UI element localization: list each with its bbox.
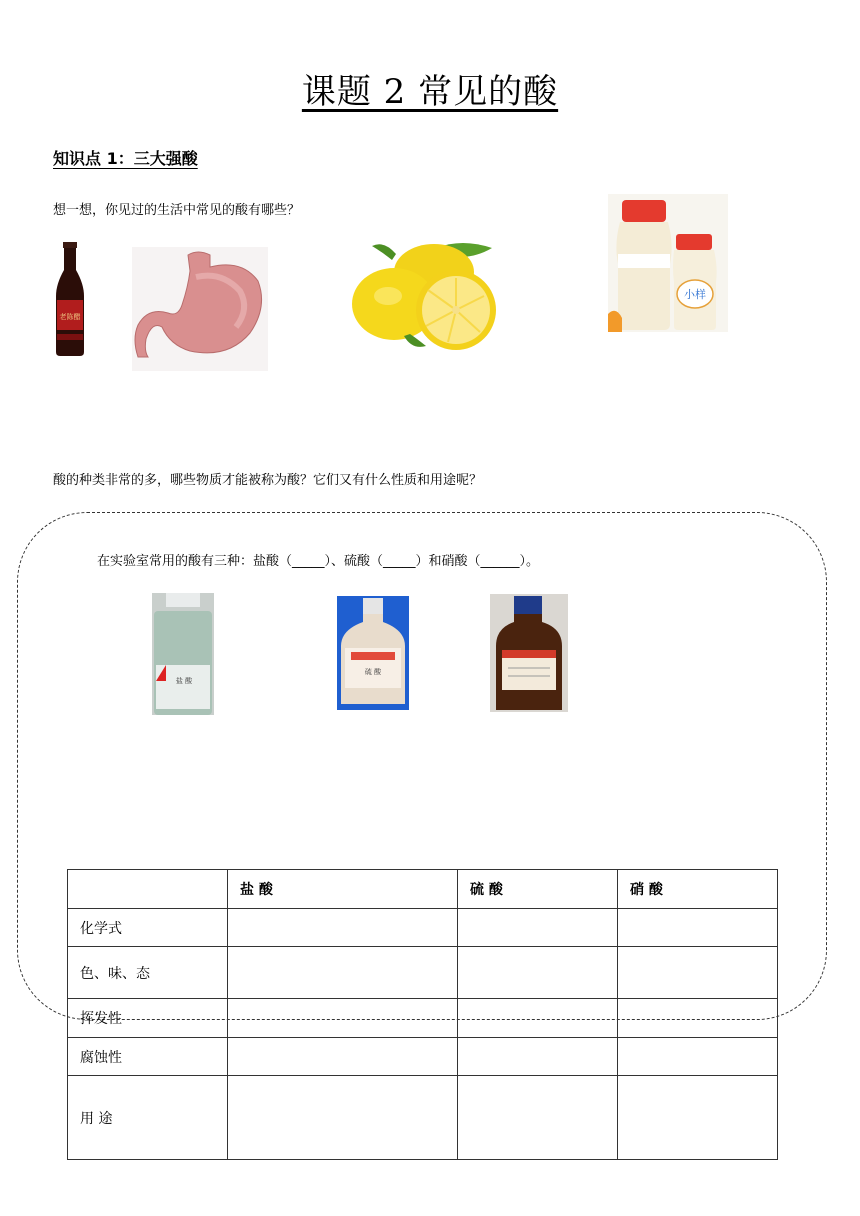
table-header-cell: 盐 酸 <box>228 870 458 909</box>
acid-properties-table <box>67 869 778 1160</box>
table-row-label: 用 途 <box>68 1076 228 1160</box>
table-row <box>68 947 778 999</box>
yogurt-label: 小样 <box>684 288 706 301</box>
table-cell[interactable] <box>228 999 458 1038</box>
table-cell[interactable] <box>618 1038 778 1076</box>
hydrochloric-acid-bottle-image <box>152 593 214 715</box>
table-row <box>68 1038 778 1076</box>
lab-acids-fill-blank: 在实验室常用的酸有三种：盐酸（_____）、硫酸（_____）和硝酸（______）。 <box>97 554 540 569</box>
table-header-cell <box>68 870 228 909</box>
table-cell[interactable] <box>618 999 778 1038</box>
table-header-row <box>68 870 778 909</box>
table-cell[interactable] <box>458 999 618 1038</box>
table-row-label: 化学式 <box>68 909 228 947</box>
lemon-image <box>352 240 500 350</box>
nitric-acid-bottle-image <box>490 594 568 712</box>
table-row <box>68 1076 778 1160</box>
table-cell[interactable] <box>618 1076 778 1160</box>
table-header-cell: 硝 酸 <box>618 870 778 909</box>
table-cell[interactable] <box>228 1076 458 1160</box>
table-cell[interactable] <box>458 1076 618 1160</box>
table-cell[interactable] <box>458 947 618 999</box>
vinegar-label: 老陈醋 <box>59 313 81 321</box>
table-header-cell: 硫 酸 <box>458 870 618 909</box>
yogurt-drink-image <box>608 194 728 332</box>
table-cell[interactable] <box>228 1038 458 1076</box>
table-row-label: 色、味、态 <box>68 947 228 999</box>
vinegar-bottle-image <box>52 240 88 360</box>
table-cell[interactable] <box>458 909 618 947</box>
hcl-bottle-label: 盐 酸 <box>175 677 193 685</box>
knowledge-point-heading: 知识点 1：三大强酸 <box>53 149 198 168</box>
page-title: 课题 2 常见的酸 <box>301 72 559 112</box>
table-cell[interactable] <box>618 947 778 999</box>
question-what-is-acid: 酸的种类非常的多，哪些物质才能被称为酸？它们又有什么性质和用途呢？ <box>53 473 483 488</box>
table-cell[interactable] <box>618 909 778 947</box>
table-cell[interactable] <box>228 947 458 999</box>
table-row-label: 挥发性 <box>68 999 228 1038</box>
stomach-image <box>132 247 268 371</box>
table-row <box>68 999 778 1038</box>
table-row <box>68 909 778 947</box>
table-cell[interactable] <box>228 909 458 947</box>
question-common-acids: 想一想，你见过的生活中常见的酸有哪些？ <box>53 203 301 218</box>
table-row-label: 腐蚀性 <box>68 1038 228 1076</box>
table-cell[interactable] <box>458 1038 618 1076</box>
sulfuric-acid-bottle-image <box>337 596 409 710</box>
h2so4-bottle-label: 硫 酸 <box>364 668 382 676</box>
